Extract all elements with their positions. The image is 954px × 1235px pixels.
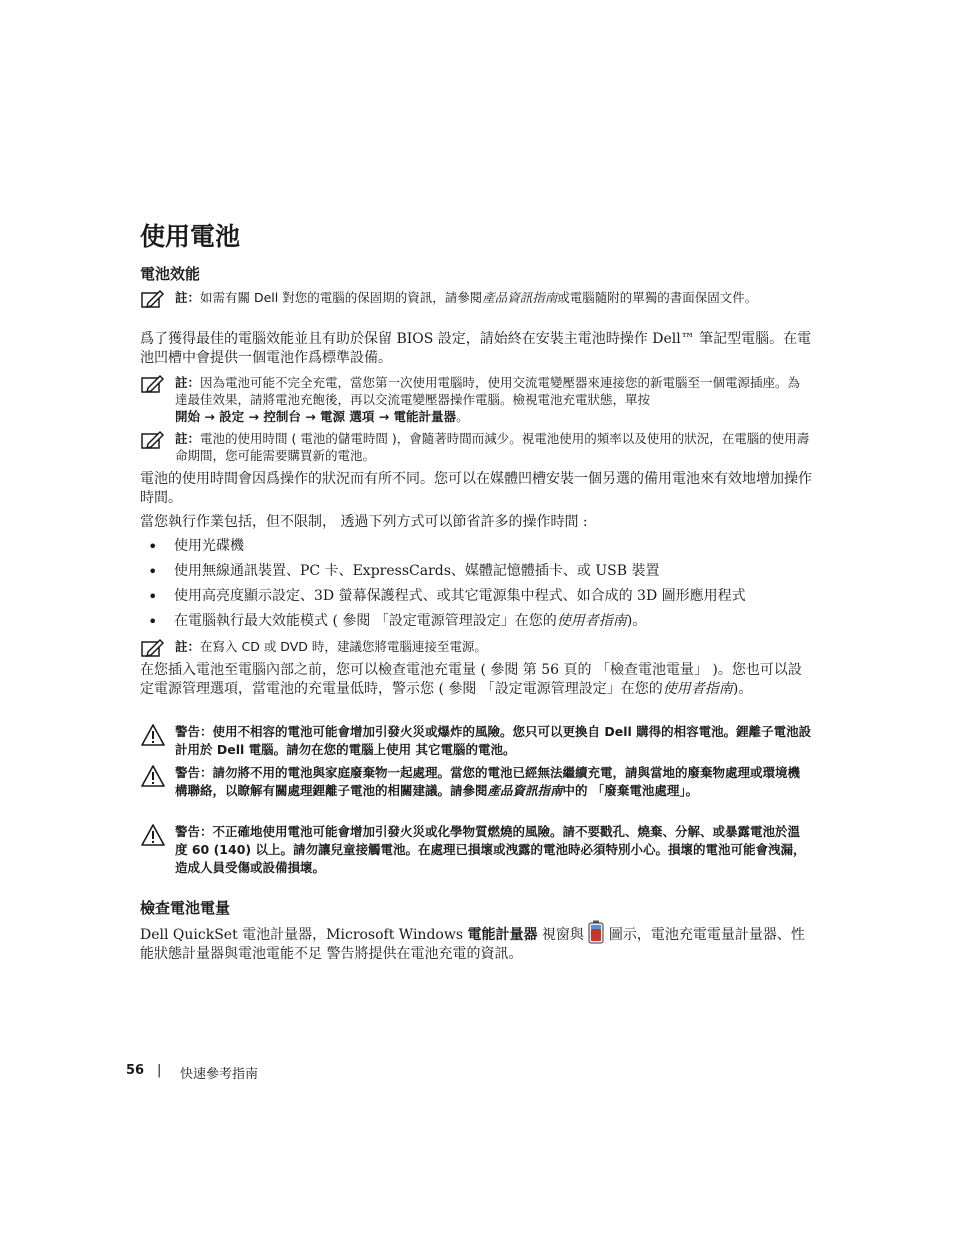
paragraph-operating-time: 電池的使用時間會因爲操作的狀況而有所不同。您可以在媒體凹槽安裝一個另選的備用電池來有效地增加操作時間。 xyxy=(140,471,812,506)
page-title: 使用電池 xyxy=(140,222,241,251)
note-label: 註： xyxy=(175,290,201,305)
warning-label: 警告： xyxy=(175,724,213,739)
warning-disposal: 警告：請勿將不用的電池與家庭廢棄物一起處理。當您的電池已經無法繼續充電，請與當地的廢棄物處理或環境機構聯絡，以瞭解有關處理鋰離子電池的相關建議。請參閱產品資訊指南中的 「廢棄電池處理」。 xyxy=(140,764,812,800)
note-label: 註： xyxy=(175,431,201,446)
product-info-guide-ref: 產品資訊指南 xyxy=(482,290,558,305)
paragraph-quickset: Dell QuickSet 電池計量器，Microsoft Windows 電能計量器 視窗與 圖示，電池充電電量計量器、性能狀態計量器與電池電能不足 警告將提供在電池充電的資訊。 xyxy=(140,920,812,964)
warning-improper-use: 警告：不正確地使用電池可能會增加引發火災或化學物質燃燒的風險。請不要戳孔、燒棄、分解、或暴露電池於溫度 60 (140) 以上。請勿讓兒童接觸電池。在處理已損壞或洩露的電池時必須特別小心。損壞的電池可能會洩漏，造成人員受傷或設備損壞。 xyxy=(140,823,812,877)
page-number: 56 xyxy=(126,1063,145,1078)
pencil-note-icon xyxy=(140,430,166,450)
note-battery-life: 註：電池的使用時間 ( 電池的儲電時間 )，會隨著時間而減少。視電池使用的頻率以及使用的狀況，在電腦的使用壽命期間，您可能需要購買新的電池。 xyxy=(140,430,812,464)
list-item: • 使用無線通訊裝置、PC 卡、ExpressCards、媒體記憶體插卡、或 USB 裝置 xyxy=(148,562,660,581)
note-warranty: 註：如需有關 Dell 對您的電腦的保固期的資訊，請參閱產品資訊指南或電腦隨附的單獨的書面保固文件。 xyxy=(140,289,812,306)
note-cd-dvd: 註：在寫入 CD 或 DVD 時，建議您將電腦連接至電源。 xyxy=(140,638,812,655)
list-item: • 使用光碟機 xyxy=(148,537,244,556)
paragraph-check-charge: 在您插入電池至電腦內部之前，您可以檢查電池充電量 ( 參閱 第 56 頁的 「檢查電池電量」 )。您也可以設定電源管理選項，當電池的充電量低時，警示您 ( 參閱 「設定電源管理設定」在您的使用者指南)。 xyxy=(140,662,802,697)
list-item: • 在電腦執行最大效能模式 ( 參閱 「設定電源管理設定」在您的使用者指南)。 xyxy=(148,612,647,631)
footer-guide-title: 快速參考指南 xyxy=(180,1067,259,1082)
battery-icon xyxy=(588,920,604,944)
warning-label: 警告： xyxy=(175,765,213,780)
paragraph-bios: 爲了獲得最佳的電腦效能並且有助於保留 BIOS 設定，請始終在安裝主電池時操作 Dell™ 筆記型電腦。在電池凹槽中會提供一個電池作爲標準設備。 xyxy=(140,331,812,366)
users-guide-ref: 使用者指南 xyxy=(662,681,733,697)
footer-separator: | xyxy=(157,1063,162,1078)
warning-label: 警告： xyxy=(175,824,213,839)
pencil-note-icon xyxy=(140,638,166,658)
power-meter-label: 電能計量器 xyxy=(467,927,538,943)
list-item: • 使用高亮度顯示設定、3D 螢幕保護程式、或其它電源集中程式、如合成的 3D 圖形應用程式 xyxy=(148,587,746,606)
pencil-note-icon xyxy=(140,374,166,394)
warning-triangle-icon xyxy=(140,723,166,747)
bullet-list xyxy=(148,534,808,634)
warning-triangle-icon xyxy=(140,764,166,788)
product-info-guide-ref: 產品資訊指南 xyxy=(487,783,563,798)
section-title-battery-performance: 電池效能 xyxy=(140,265,201,283)
note-label: 註： xyxy=(175,639,201,654)
warning-compatible-battery: 警告：使用不相容的電池可能會增加引發火災或爆炸的風險。您只可以更換自 Dell 購得的相容電池。鋰離子電池設計用於 Dell 電腦。請勿在您的電腦上使用 其它電腦的電池。 xyxy=(140,723,812,759)
section-title-check-battery: 檢查電池電量 xyxy=(140,899,231,917)
note-first-charge: 註：因為電池可能不完全充電，當您第一次使用電腦時，使用交流電變壓器來連接您的新電腦至一個電源插座。為達最佳效果，請將電池充飽後，再以交流電變壓器操作電腦。檢視電池充電狀態，單按 開始 → 設定 → 控制台 → 電源 選項 → 電能計量器。 xyxy=(140,374,812,425)
note-label: 註： xyxy=(175,375,201,390)
warning-triangle-icon xyxy=(140,823,166,847)
users-guide-ref: 使用者指南 xyxy=(556,613,627,629)
pencil-note-icon xyxy=(140,289,166,309)
power-meter-path: 開始 → 設定 → 控制台 → 電源 選項 → 電能計量器 xyxy=(175,409,457,424)
paragraph-save-time: 當您執行作業包括，但不限制， 透過下列方式可以節省許多的操作時間 : xyxy=(140,514,588,530)
